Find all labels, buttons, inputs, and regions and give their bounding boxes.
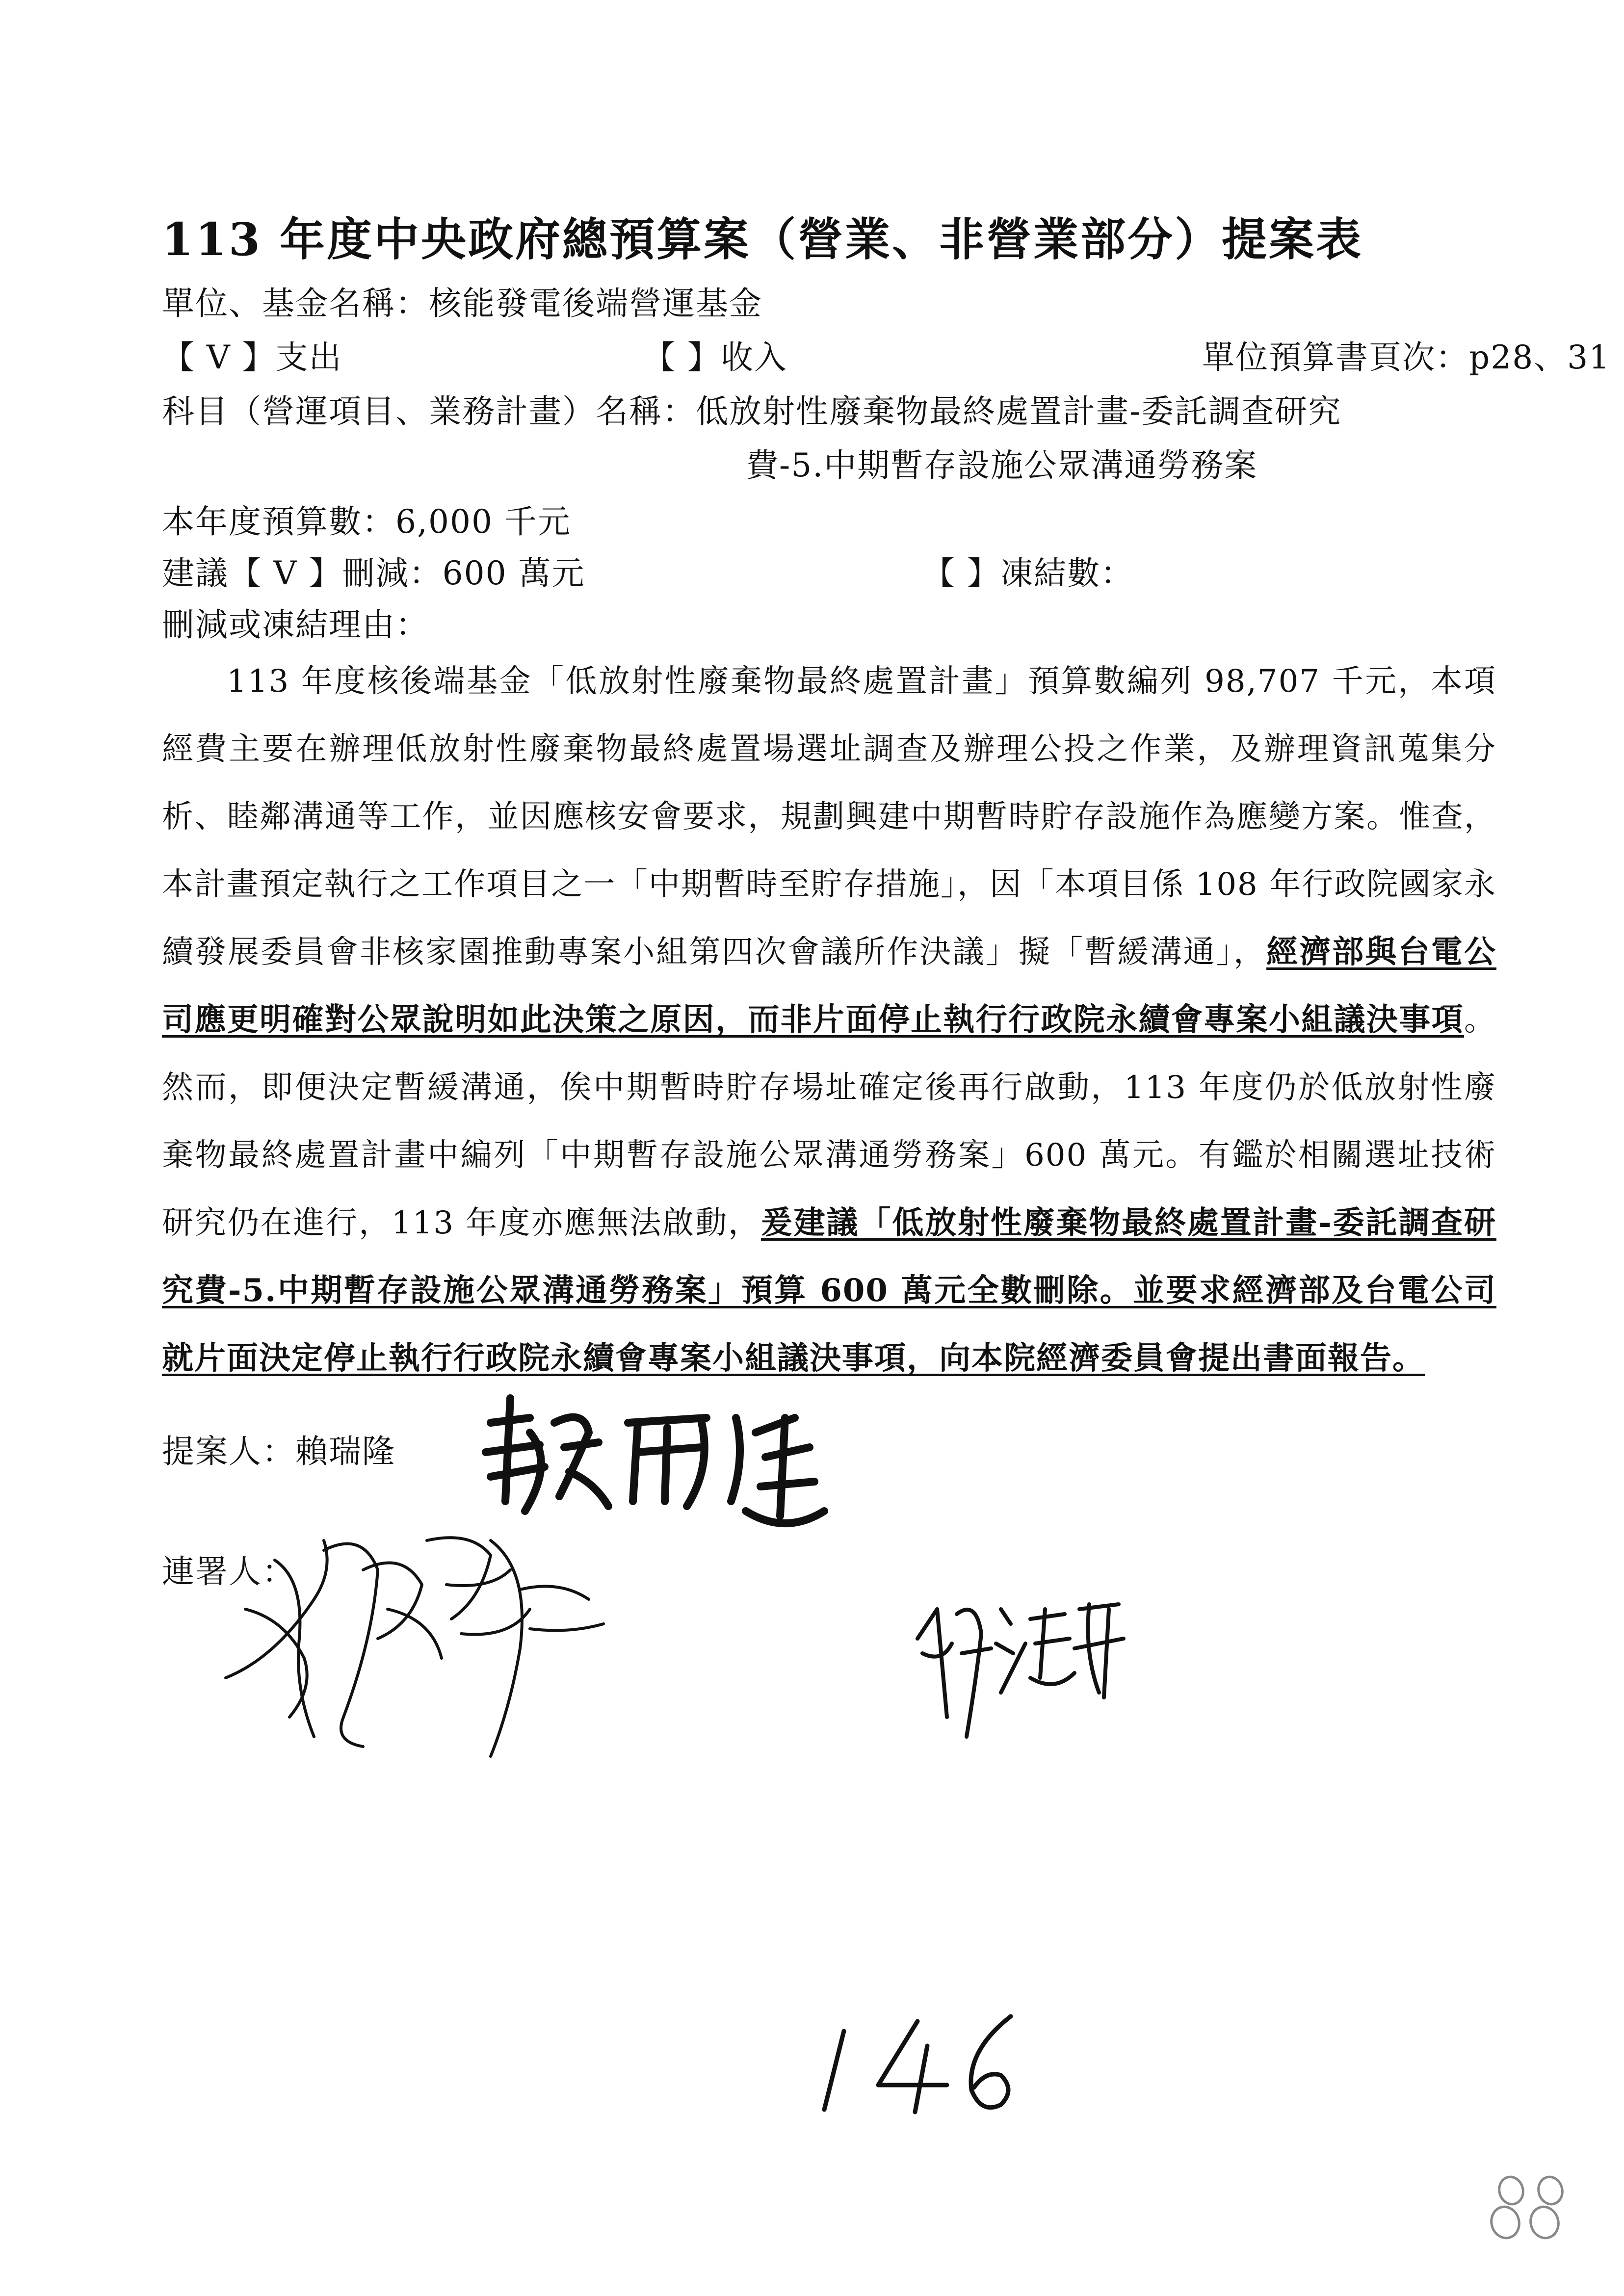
- cosigner-signature-1: [216, 1511, 618, 1766]
- budget-page-reference: 單位預算書頁次：p28、31: [1202, 339, 1611, 376]
- reason-paragraph: [162, 648, 1496, 1392]
- reason-text-1: 113 年度核後端基金「低放射性廢棄物最終處置計畫」預算數編列 98,707 千元，本項經費主要在辦理低放射性廢棄物最終處置場選址調查及辦理公投之作業，及辦理資訊蒐集分析、睦鄰溝通等工作，並因應核安會要求，規劃興建中期暫時貯存設施作為應變方案。惟查，本計畫預定執行之工作項目之一「中期暫時至貯存措施」，因「本項目係 108 年行政院國家永續發展委員會非核家園推動專案小組第四次會議所作決議」擬「暫緩溝通」，: [162, 663, 1496, 970]
- reason-emphasis-1: 經濟部與台電公司應更明確對公眾說明如此決策之原因，而非片面停止執行行政院永續會專案小組議決事項: [162, 934, 1497, 1038]
- proposer-label: 提案人：賴瑞隆: [162, 1433, 395, 1470]
- subject-line-1: 科目（營運項目、業務計畫）名稱：低放射性廢棄物最終處置計畫-委託調查研究: [162, 392, 1342, 430]
- unit-fund-name: 單位、基金名稱：核能發電後端營運基金: [162, 285, 762, 322]
- budget-amount: 本年度預算數：6,000 千元: [162, 503, 571, 541]
- expenditure-checkbox: 【 V 】支出: [162, 339, 342, 376]
- income-checkbox: 【 】收入: [643, 339, 787, 376]
- reason-emphasis-2: 爰建議「低放射性廢棄物最終處置計畫-委託調查研究費-5.中期暫存設施公眾溝通勞務案」預算 600 萬元全數刪除。並要求經濟部及台電公司就片面決定停止執行行政院永續會專案小組議決事項，向本院經濟委員會提出書面報告。: [162, 1204, 1496, 1377]
- cut-proposal: 建議【 V 】刪減：600 萬元: [162, 554, 585, 592]
- reason-text-2: 。然而，即便決定暫緩溝通，俟中期暫時貯存場址確定後再行啟動，113 年度仍於低放射性廢棄物最終處置計畫中編列「中期暫存設施公眾溝通勞務案」600 萬元。有鑑於相關選址技術研究仍在進行，113 年度亦應無法啟動，: [162, 1002, 1496, 1241]
- proposal-row: [162, 547, 1487, 594]
- cosigner-label: 連署人：: [162, 1553, 295, 1591]
- page-title: 113 年度中央政府總預算案（營業、非營業部分）提案表: [162, 213, 1363, 266]
- subject-line-2: 費-5.中期暫存設施公眾溝通勞務案: [746, 446, 1258, 484]
- freeze-proposal: 【 】凍結數：: [922, 554, 1134, 592]
- type-row: [162, 331, 1611, 378]
- corner-page-number: [1482, 2168, 1580, 2247]
- reason-label: 刪減或凍結理由：: [162, 606, 429, 644]
- cosigner-signature-2: [908, 1580, 1133, 1756]
- handwritten-page-number: [805, 2002, 1030, 2119]
